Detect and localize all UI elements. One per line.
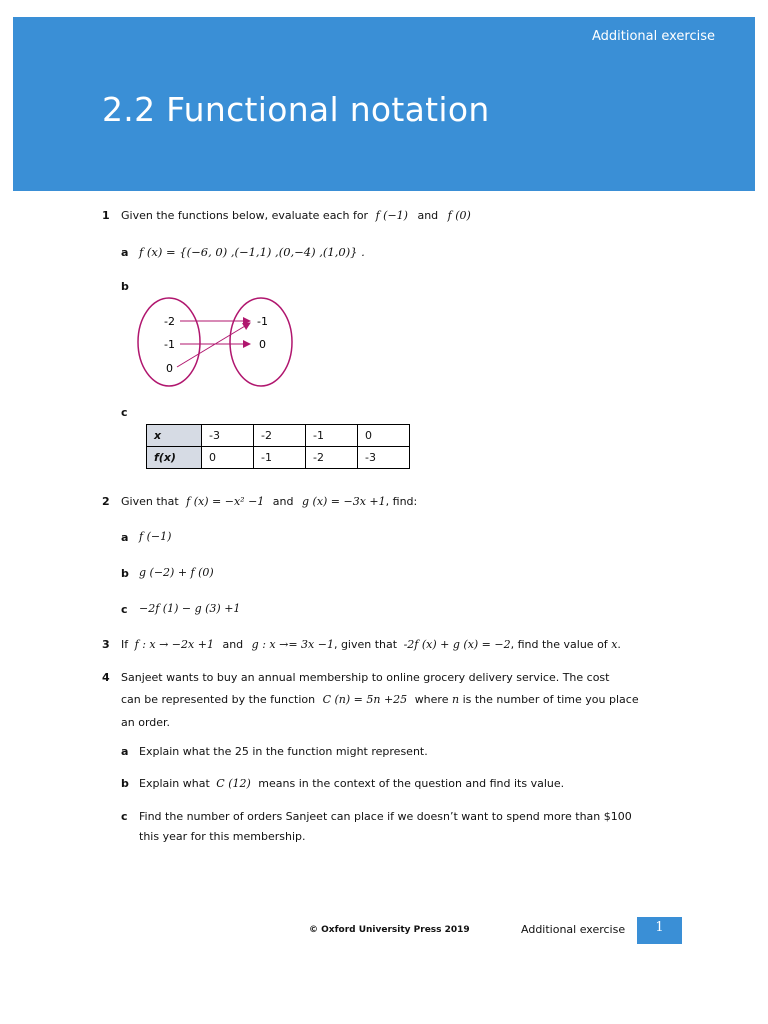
q4-number: 4 <box>102 671 110 684</box>
domain-value: 0 <box>166 362 173 375</box>
q4b-text-post: means in the context of the question and find its value. <box>258 777 565 790</box>
q1-eval-b: f (0) <box>447 209 471 222</box>
table-cell: -3 <box>358 447 410 469</box>
q2-g-definition: g (x) = −3x +1 <box>301 495 386 508</box>
q4-var-n: n <box>451 693 460 706</box>
q1a-expression: f (x) = {(−6, 0) ,(−1,1) ,(0,−4) ,(1,0)} . <box>139 245 365 259</box>
table-row <box>147 447 410 469</box>
q2-text <box>121 495 417 508</box>
q2c-expression: −2f (1) − g (3) +1 <box>139 602 241 615</box>
q3-end: . <box>617 638 621 651</box>
q2-and: and <box>272 495 294 508</box>
q3-prompt-post: , find the value of <box>510 638 608 651</box>
range-value: 0 <box>259 338 266 351</box>
q3-condition: -2f (x) + g (x) = −2 <box>403 638 511 651</box>
mapping-diagram <box>135 295 300 390</box>
q1-eval-a: f (−1) <box>375 209 408 222</box>
table-cell: -1 <box>306 425 358 447</box>
table-row <box>147 425 410 447</box>
q1-text <box>121 209 471 222</box>
q4a-label: a <box>121 745 129 758</box>
q4-line1: Sanjeet wants to buy an annual membership to online grocery delivery service. The cost <box>121 671 610 684</box>
q4c-line2: this year for this membership. <box>139 830 306 843</box>
q2-f-definition: f (x) = −x² −1 <box>186 495 265 508</box>
q2c-label: c <box>121 603 128 616</box>
mapping-arrow <box>177 323 250 367</box>
q4-line2-post: is the number of time you place <box>462 693 639 706</box>
table-cell: -2 <box>254 425 306 447</box>
q1b-label: b <box>121 280 129 293</box>
q2b-label: b <box>121 567 129 580</box>
q4b-expression: C (12) <box>216 777 251 790</box>
q4-line2-pre: can be represented by the function <box>121 693 316 706</box>
table-header-x: x <box>147 425 202 447</box>
q3-and: and <box>222 638 244 651</box>
table-cell: -1 <box>254 447 306 469</box>
domain-value: -2 <box>164 315 175 328</box>
footer-copyright: © Oxford University Press 2019 <box>309 925 470 935</box>
table-header-fx: f(x) <box>147 447 202 469</box>
q1-prompt: Given the functions below, evaluate each for <box>121 209 369 222</box>
table-cell: 0 <box>202 447 254 469</box>
range-value: -1 <box>257 315 268 328</box>
header-banner <box>13 17 755 191</box>
q3-f-definition: f : x → −2x +1 <box>134 638 214 651</box>
q3-variable: x <box>611 638 618 651</box>
q4-function: C (n) = 5n +25 <box>322 693 408 706</box>
q4a-text: Explain what the 25 in the function might represent. <box>139 745 428 758</box>
q3-number: 3 <box>102 638 110 651</box>
q4-line2 <box>121 693 639 706</box>
q3-prompt-mid: , given that <box>333 638 398 651</box>
q1a-label: a <box>121 246 129 259</box>
q4c-label: c <box>121 810 128 823</box>
q1-and: and <box>417 209 439 222</box>
q3-g-definition: g : x →= 3x −1 <box>251 638 334 651</box>
page-number: 1 <box>637 917 682 944</box>
q4b-text <box>139 777 564 790</box>
q2b-expression: g (−2) + f (0) <box>139 566 214 579</box>
q2-number: 2 <box>102 495 110 508</box>
q2a-expression: f (−1) <box>139 530 172 543</box>
function-table <box>146 424 410 469</box>
q3-prompt-pre: If <box>121 638 129 651</box>
table-cell: 0 <box>358 425 410 447</box>
q1c-label: c <box>121 406 128 419</box>
q3-text <box>121 638 621 651</box>
header-tag: Additional exercise <box>591 29 715 44</box>
q2-prompt-pre: Given that <box>121 495 179 508</box>
q4-line3: an order. <box>121 716 171 729</box>
q4b-label: b <box>121 777 129 790</box>
footer-label: Additional exercise <box>521 923 626 936</box>
q4c-line1: Find the number of orders Sanjeet can place if we doesn’t want to spend more than $100 <box>139 810 632 823</box>
page-title: 2.2 Functional notation <box>102 90 490 129</box>
domain-value: -1 <box>164 338 175 351</box>
q4b-text-pre: Explain what <box>139 777 210 790</box>
table-cell: -2 <box>306 447 358 469</box>
q2a-label: a <box>121 531 129 544</box>
q2-prompt-post: , find: <box>385 495 418 508</box>
q4-line2-mid: where <box>414 693 449 706</box>
q1-number: 1 <box>102 209 110 222</box>
table-cell: -3 <box>202 425 254 447</box>
